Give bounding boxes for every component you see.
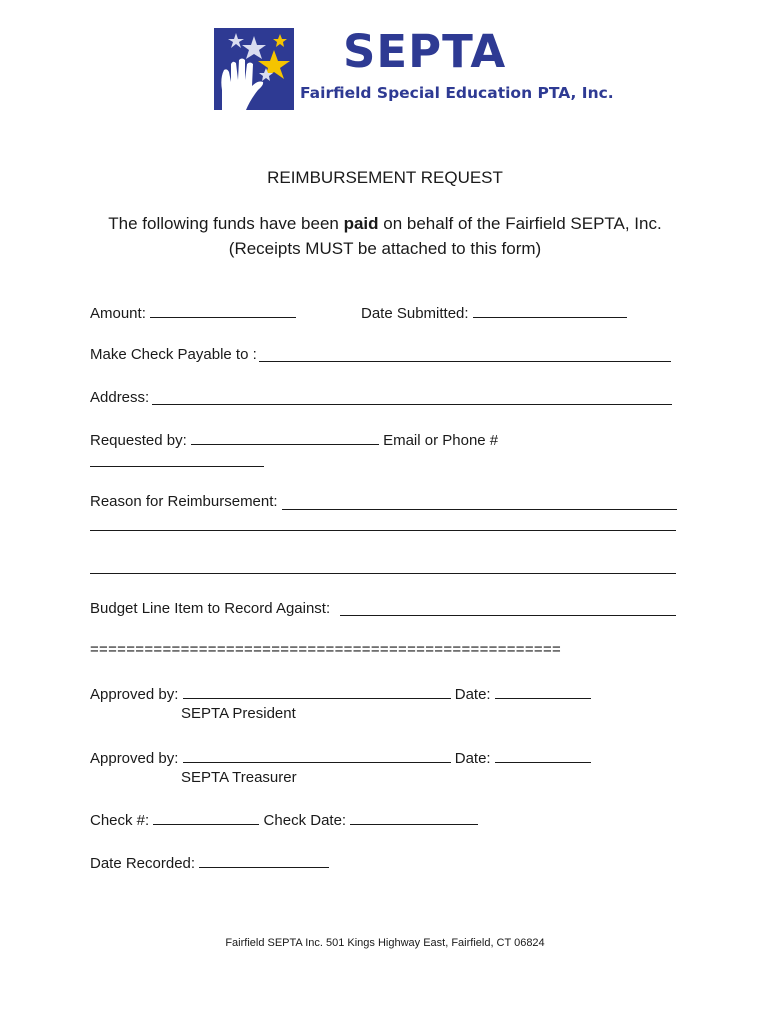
- check-row: [90, 810, 478, 830]
- date-recorded-label: Date Recorded:: [90, 855, 196, 872]
- footer-address: Fairfield SEPTA Inc. 501 Kings Highway East, Fairfield, CT 06824: [225, 937, 545, 949]
- logo-hand-stars-icon: [214, 28, 294, 110]
- budget-label: Budget Line Item to Record Against:: [90, 600, 331, 617]
- requested-by-field[interactable]: [191, 430, 379, 445]
- president-caption: SEPTA President: [181, 705, 296, 722]
- intro-before: The following funds have been: [108, 214, 344, 233]
- check-date-field[interactable]: [350, 810, 478, 825]
- email-phone-field[interactable]: [90, 466, 264, 467]
- intro-text: [0, 211, 770, 261]
- reason-field-line-2[interactable]: [90, 530, 676, 531]
- budget-row: [90, 600, 330, 618]
- treasurer-date-label: Date:: [454, 750, 491, 767]
- amount-label: Amount:: [90, 305, 146, 322]
- date-submitted-field[interactable]: [473, 303, 627, 318]
- president-date-label: Date:: [454, 686, 491, 703]
- email-phone-label: Email or Phone #: [383, 432, 499, 449]
- requested-by-row: [90, 430, 498, 450]
- address-row: [90, 389, 149, 407]
- payable-row: [90, 346, 257, 364]
- separator-line: ====================================================: [90, 641, 562, 658]
- president-date-field[interactable]: [495, 684, 591, 699]
- logo-name: SEPTA: [343, 25, 507, 78]
- approved-by-label-2: Approved by:: [90, 750, 179, 767]
- date-submitted-row: [361, 303, 627, 323]
- payable-label: Make Check Payable to :: [90, 346, 257, 363]
- check-no-field[interactable]: [153, 810, 259, 825]
- date-submitted-label: Date Submitted:: [361, 305, 469, 322]
- date-recorded-row: [90, 853, 329, 873]
- reason-row: [90, 493, 278, 511]
- requested-by-label: Requested by:: [90, 432, 187, 449]
- check-no-label: Check #:: [90, 812, 150, 829]
- president-signature-field[interactable]: [183, 684, 451, 699]
- approved-president-row: [90, 684, 591, 704]
- treasurer-date-field[interactable]: [495, 748, 591, 763]
- amount-row: [90, 303, 296, 323]
- treasurer-caption: SEPTA Treasurer: [181, 769, 297, 786]
- form-title: REIMBURSEMENT REQUEST: [267, 168, 503, 187]
- approved-by-label: Approved by:: [90, 686, 179, 703]
- amount-field[interactable]: [150, 303, 296, 318]
- address-label: Address:: [90, 389, 150, 406]
- reason-label: Reason for Reimbursement:: [90, 493, 278, 510]
- intro-line2: (Receipts MUST be attached to this form): [228, 239, 542, 258]
- logo-tagline: Fairfield Special Education PTA, Inc.: [300, 84, 614, 102]
- payable-field[interactable]: [259, 361, 671, 362]
- reason-field-line-1[interactable]: [282, 509, 677, 510]
- reason-field-line-3[interactable]: [90, 573, 676, 574]
- address-field[interactable]: [152, 404, 672, 405]
- intro-after: on behalf of the Fairfield SEPTA, Inc.: [378, 214, 662, 233]
- approved-treasurer-row: [90, 748, 591, 768]
- date-recorded-field[interactable]: [199, 853, 329, 868]
- treasurer-signature-field[interactable]: [183, 748, 451, 763]
- check-date-label: Check Date:: [263, 812, 347, 829]
- intro-bold: paid: [343, 214, 379, 233]
- budget-field[interactable]: [340, 615, 676, 616]
